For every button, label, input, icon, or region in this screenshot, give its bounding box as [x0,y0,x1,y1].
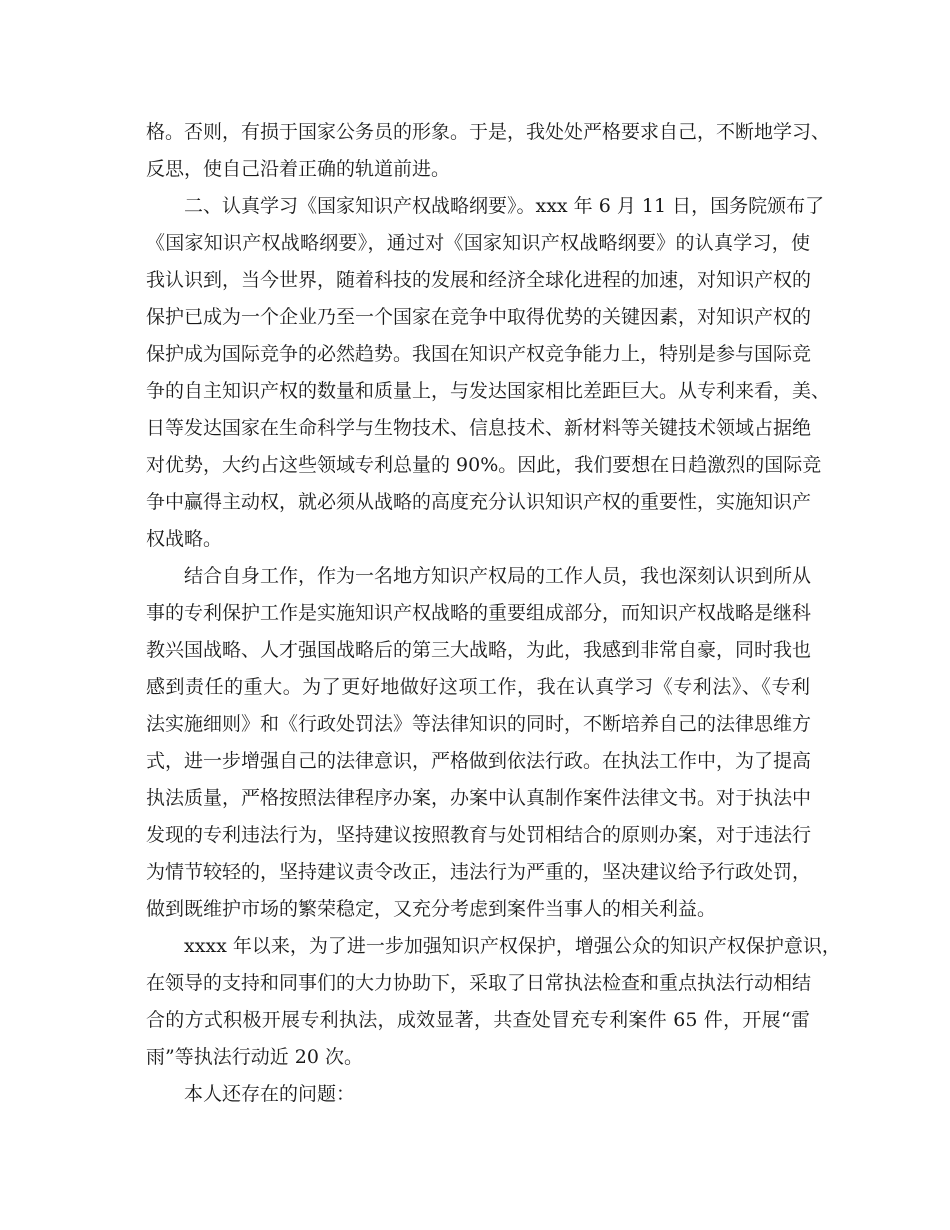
text-line: 合的方式积极开展专利执法，成效显著，共查处冒充专利案件 65 件，开展“雷 [146,1009,810,1031]
text-line: 保护已成为一个企业乃至一个国家在竞争中取得优势的关键因素，对知识产权的 [146,306,812,328]
text-line: 雨”等执法行动近 20 次。 [146,1046,363,1068]
paragraph [146,928,841,1076]
text-line: 二、认真学习《国家知识产权战略纲要》。xxx 年 6 月 11 日，国务院颁布了 [184,195,825,217]
text-line: 我认识到，当今世界，随着科技的发展和经济全球化进程的加速，对知识产权的 [146,269,812,291]
text-line: 发现的专利违法行为，坚持建议按照教育与处罚相结合的原则办案，对于违法行 [146,824,812,846]
text-line: 《国家知识产权战略纲要》，通过对《国家知识产权战略纲要》的认真学习，使 [146,232,810,254]
text-line: 格。否则，有损于国家公务员的形象。于是，我处处严格要求自己，不断地学习、 [146,121,831,143]
text-line: 结合自身工作，作为一名地方知识产权局的工作人员，我也深刻认识到所从 [184,565,812,587]
paragraph [146,114,831,188]
document-body [146,114,841,1113]
paragraph [146,188,831,558]
text-line: 做到既维护市场的繁荣稳定，又充分考虑到案件当事人的相关利益。 [146,898,717,920]
text-line: 在领导的支持和同事们的大力协助下，采取了日常执法检查和重点执法行动相结 [146,972,812,994]
text-line: 式，进一步增强自己的法律意识，严格做到依法行政。在执法工作中，为了提高 [146,750,812,772]
text-line: 事的专利保护工作是实施知识产权战略的重要组成部分，而知识产权战略是继科 [146,602,812,624]
text-line: xxxx 年以来，为了进一步加强知识产权保护，增强公众的知识产权保护意识， [184,935,841,957]
text-line: 教兴国战略、人才强国战略后的第三大战略，为此，我感到非常自豪，同时我也 [146,639,812,661]
text-line: 反思，使自己沿着正确的轨道前进。 [146,158,451,180]
text-line: 为情节较轻的，坚持建议责令改正，违法行为严重的，坚决建议给予行政处罚， [146,861,812,883]
paragraph [146,1076,810,1113]
text-line: 本人还存在的问题： [184,1083,356,1105]
text-line: 感到责任的重大。为了更好地做好这项工作，我在认真学习《专利法》、《专利 [146,676,810,698]
text-line: 权战略。 [146,528,223,550]
text-line: 日等发达国家在生命科学与生物技术、信息技术、新材料等关键技术领域占据绝 [146,417,812,439]
text-line: 对优势，大约占这些领域专利总量的 90%。因此，我们要想在日趋激烈的国际竞 [146,454,822,476]
text-line: 保护成为国际竞争的必然趋势。我国在知识产权竞争能力上，特别是参与国际竞 [146,343,812,365]
text-line: 执法质量，严格按照法律程序办案，办案中认真制作案件法律文书。对于执法中 [146,787,812,809]
text-line: 争中赢得主动权，就必须从战略的高度充分认识知识产权的重要性，实施知识产 [146,491,812,513]
text-line: 法实施细则》和《行政处罚法》等法律知识的同时，不断培养自己的法律思维方 [146,713,812,735]
text-line: 争的自主知识产权的数量和质量上，与发达国家相比差距巨大。从专利来看，美、 [146,380,831,402]
paragraph [146,558,810,928]
